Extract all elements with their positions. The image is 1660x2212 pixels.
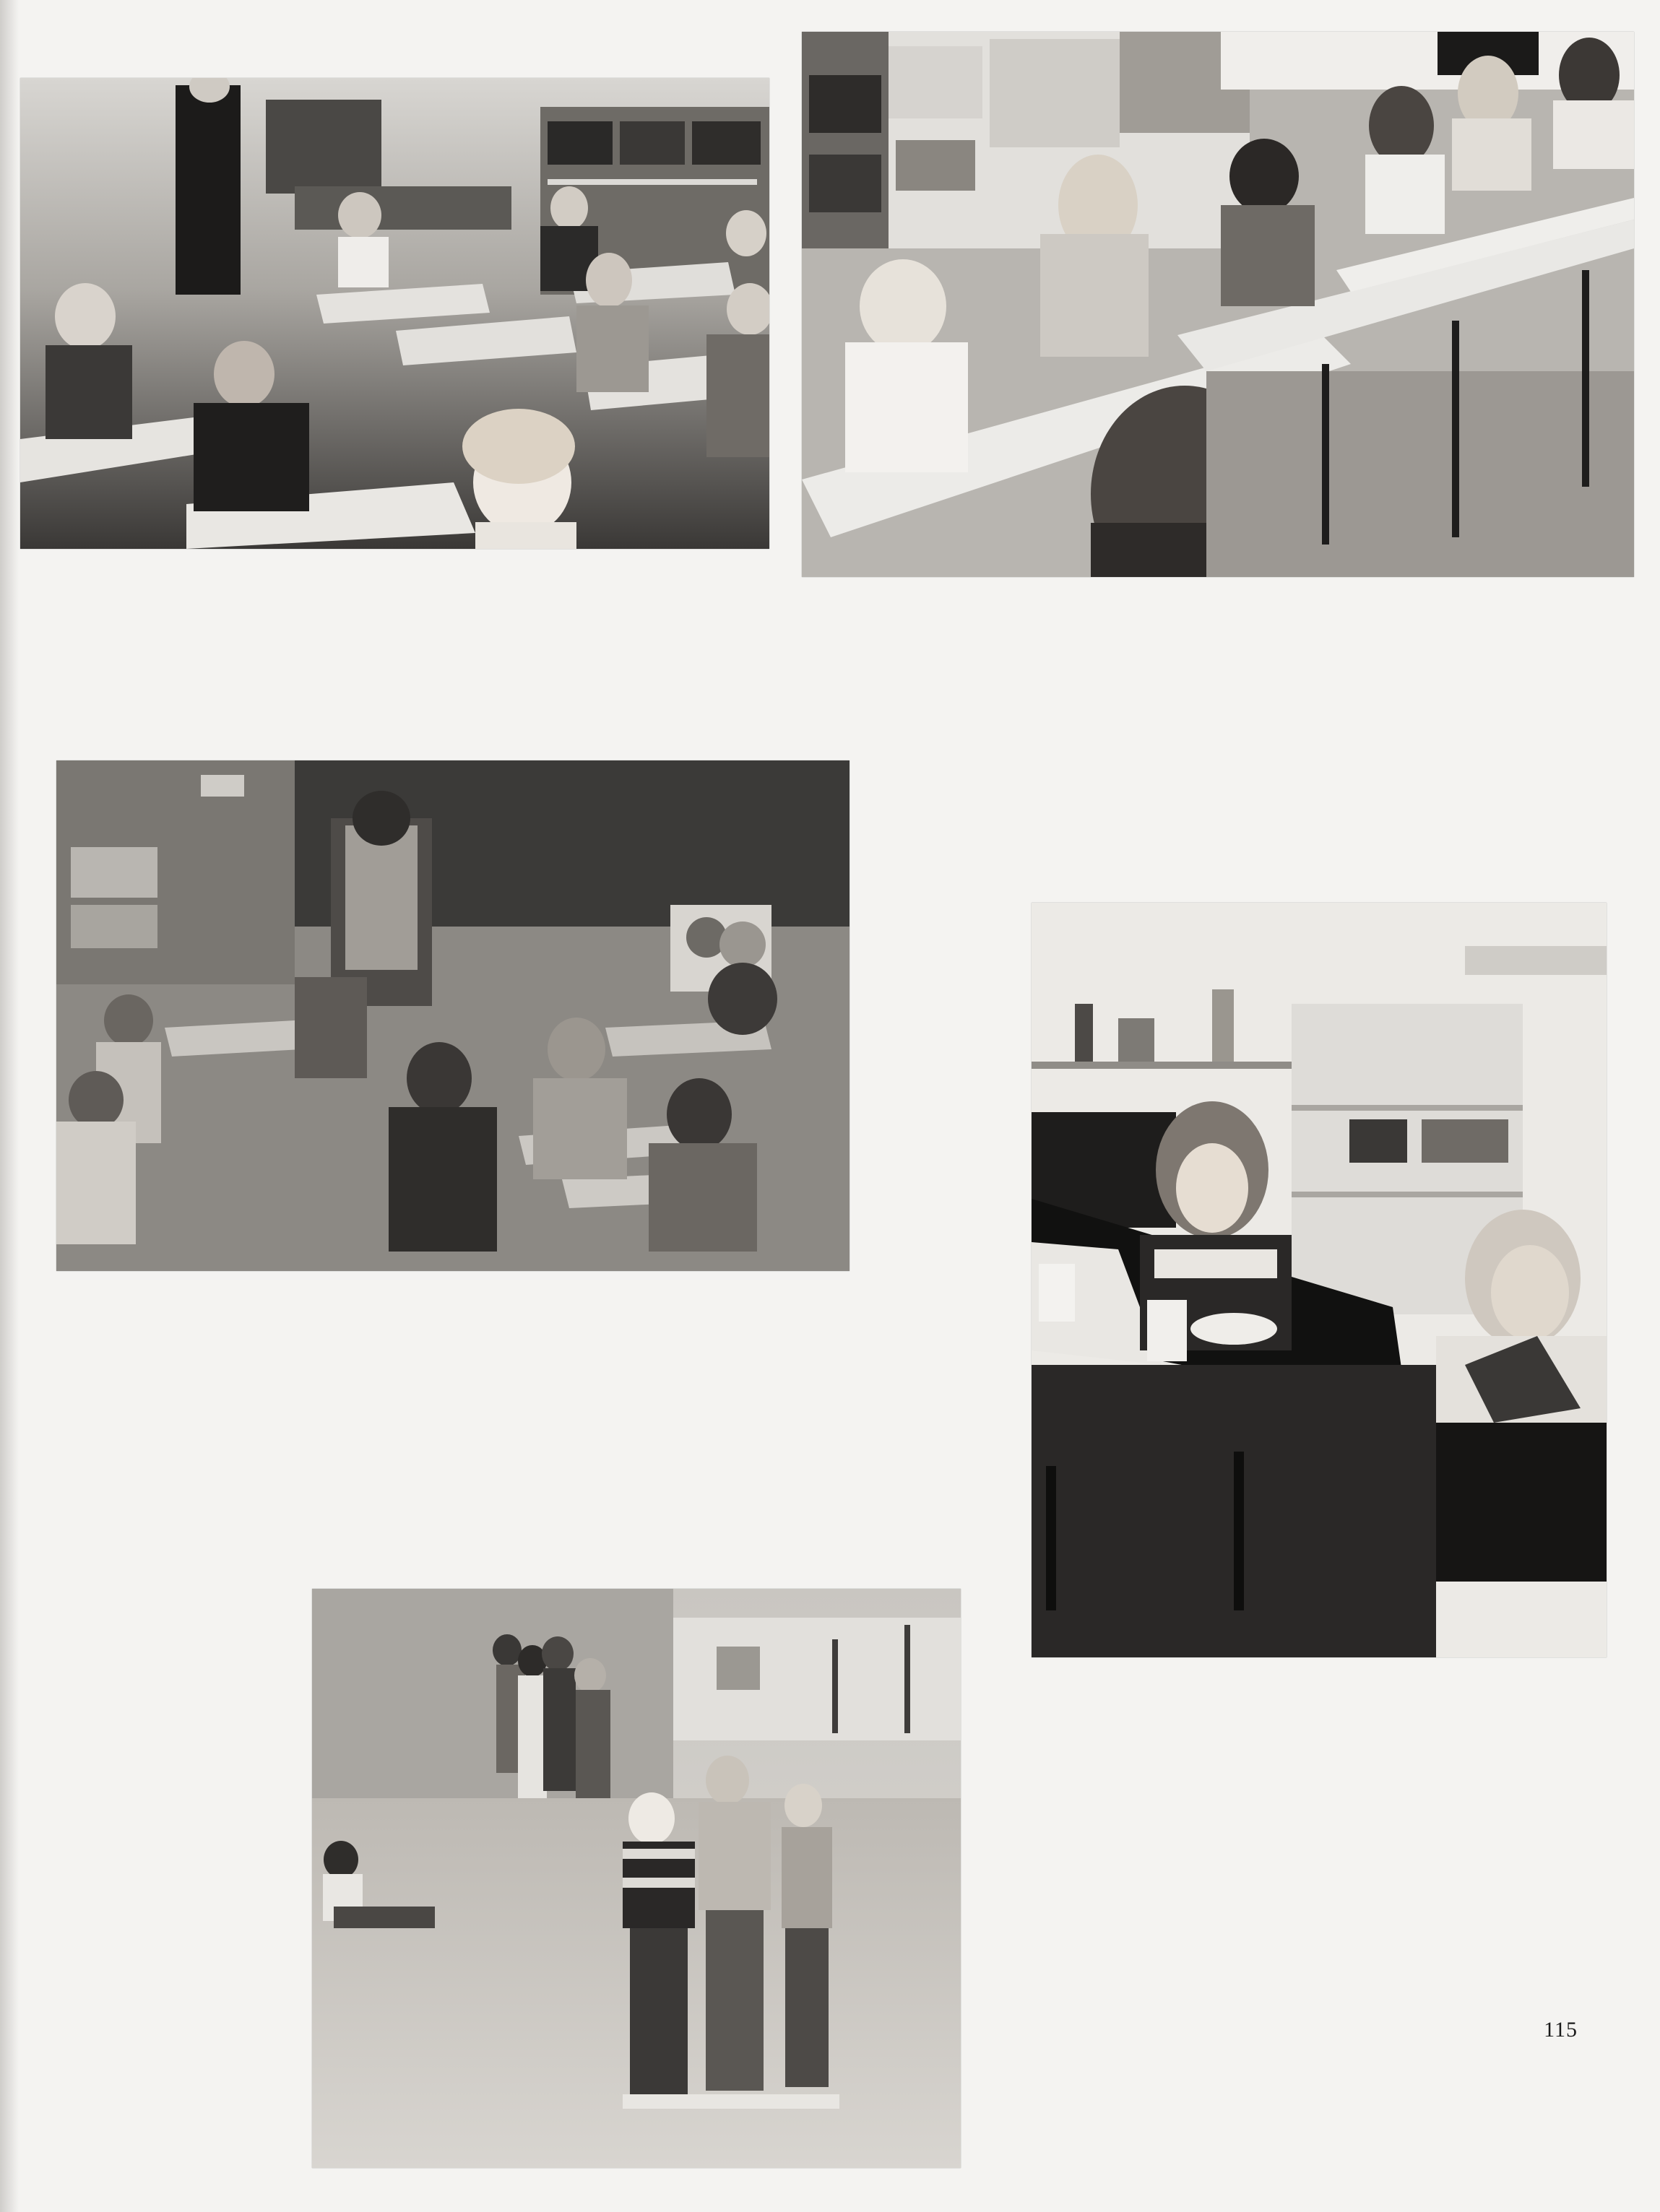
page-number: 115 <box>1544 2018 1578 2042</box>
photo-playground <box>312 1589 961 2168</box>
page-gutter-shadow <box>0 0 19 2212</box>
photo-classroom-desks <box>20 78 769 549</box>
photo-students-writing <box>802 32 1634 577</box>
photo-classroom-santa <box>56 760 850 1271</box>
photo-teachers-table <box>1032 903 1607 1657</box>
